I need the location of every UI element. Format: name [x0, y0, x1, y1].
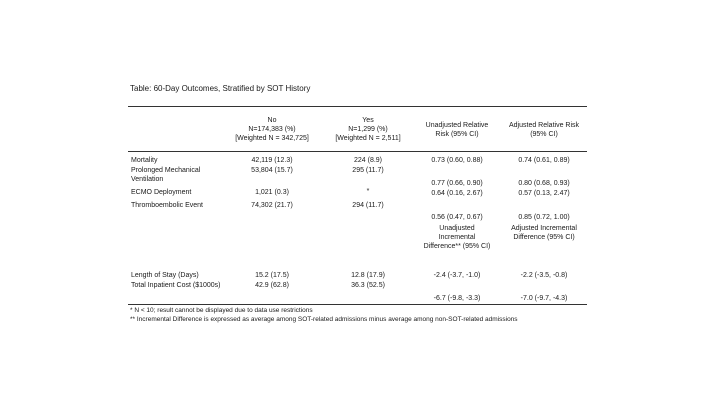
- table-title: Table: 60-Day Outcomes, Stratified by SOT History: [130, 84, 311, 93]
- header-no-line1: No: [267, 117, 277, 124]
- header-rule: [128, 151, 587, 152]
- header-no-line3: [Weighted N = 342,725]: [235, 135, 309, 142]
- subheader-unadj-line3: Difference** (95% CI): [423, 243, 491, 250]
- cell-adj: -2.2 (-3.5, -0.8): [520, 272, 568, 279]
- cell-adj: 0.80 (0.68, 0.93): [518, 180, 570, 187]
- subheader-adj-line1: Adjusted Incremental: [511, 225, 577, 232]
- cell-unadj: -2.4 (-3.7, -1.0): [433, 272, 481, 279]
- header-unadj-line1: Unadjusted Relative: [425, 122, 489, 129]
- cell-yes: 224 (8.9): [353, 157, 383, 164]
- cell-yes: *: [366, 188, 370, 195]
- cell-adj: 0.57 (0.13, 2.47): [518, 190, 570, 197]
- header-yes-line1: Yes: [362, 117, 374, 124]
- cell-yes: 294 (11.7): [352, 202, 384, 209]
- cell-unadj: -6.7 (-9.8, -3.3): [433, 295, 481, 302]
- cell-no: 1,021 (0.3): [255, 189, 289, 196]
- row-label: Mortality: [131, 157, 158, 164]
- cell-yes: 295 (11.7): [352, 167, 384, 174]
- footnote-2: ** Incremental Difference is expressed as average among SOT-related admissions minus average among non-SOT-related admissions: [130, 316, 518, 323]
- header-adj-line1: Adjusted Relative Risk: [508, 122, 580, 129]
- row-label: ECMO Deployment: [131, 189, 192, 196]
- cell-unadj: 0.56 (0.47, 0.67): [431, 214, 483, 221]
- cell-no: 74,302 (21.7): [251, 202, 293, 209]
- cell-yes: 12.8 (17.9): [351, 272, 385, 279]
- header-yes-line2: N=1,299 (%): [348, 126, 388, 133]
- row-label-line1: Prolonged Mechanical: [131, 167, 201, 174]
- header-no-line2: N=174,383 (%): [248, 126, 296, 133]
- subheader-adj-line2: Difference (95% CI): [513, 234, 575, 241]
- subheader-unadj-line1: Unadjusted: [439, 225, 475, 232]
- cell-unadj: 0.77 (0.66, 0.90): [431, 180, 483, 187]
- footnote-1: * N < 10; result cannot be displayed due to data use restrictions: [130, 307, 313, 314]
- cell-adj: 0.74 (0.61, 0.89): [518, 157, 570, 164]
- cell-no: 42.9 (62.8): [255, 282, 289, 289]
- cell-no: 42,119 (12.3): [251, 157, 293, 164]
- top-rule: [128, 106, 587, 107]
- cell-unadj: 0.73 (0.60, 0.88): [431, 157, 483, 164]
- cell-adj: -7.0 (-9.7, -4.3): [520, 295, 568, 302]
- cell-no: 53,804 (15.7): [251, 167, 293, 174]
- cell-adj: 0.85 (0.72, 1.00): [518, 214, 570, 221]
- bottom-rule: [128, 304, 587, 305]
- row-label-line2: Ventilation: [131, 176, 164, 183]
- row-label: Length of Stay (Days): [131, 272, 199, 279]
- header-adj-line2: (95% CI): [530, 131, 558, 138]
- cell-no: 15.2 (17.5): [255, 272, 289, 279]
- cell-unadj: 0.64 (0.16, 2.67): [431, 190, 483, 197]
- row-label: Total Inpatient Cost ($1000s): [131, 282, 221, 289]
- header-unadj-line2: Risk (95% CI): [435, 131, 479, 138]
- row-label: Thromboembolic Event: [131, 202, 203, 209]
- header-yes-line3: [Weighted N = 2,511]: [335, 135, 401, 142]
- subheader-unadj-line2: Incremental: [438, 234, 476, 241]
- cell-yes: 36.3 (52.5): [351, 282, 385, 289]
